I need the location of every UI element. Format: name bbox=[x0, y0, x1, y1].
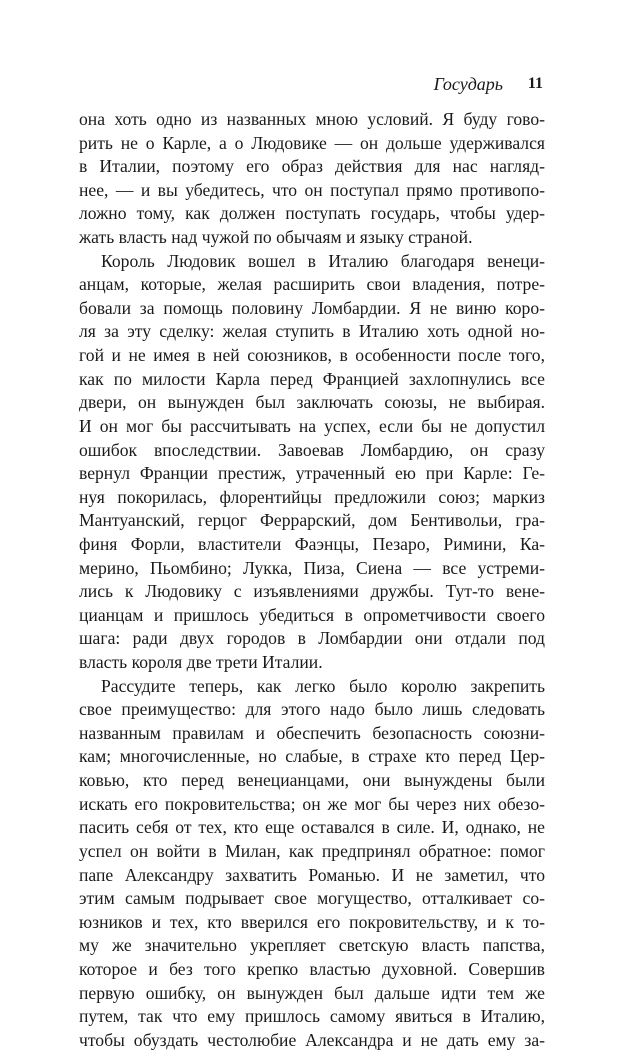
text-line: И он мог бы рассчитывать на успех, если бы не допустил bbox=[79, 415, 545, 436]
text-line: как по милости Карла перед Францией захлопнулись все bbox=[79, 368, 545, 389]
text-line: нуя покорилась, флорентийцы предложили союз; маркиз bbox=[79, 486, 545, 507]
text-line: этим самым подрывает свое могущество, отталкивает со- bbox=[79, 888, 545, 909]
page-header bbox=[80, 72, 543, 96]
running-title: Государь bbox=[433, 74, 503, 94]
text-line: цианцам и пришлось убедиться в опрометчивости своего bbox=[79, 604, 545, 625]
text-line: лись к Людовику с изъявлениями дружбы. Тут-то вене- bbox=[79, 581, 545, 602]
paragraph bbox=[79, 250, 545, 675]
text-line: бовали за помощь половину Ломбардии. Я не виню коро- bbox=[79, 297, 545, 318]
text-line: ошибок впоследствии. Завоевав Ломбардию, он сразу bbox=[79, 439, 545, 460]
text-line: которое и без того крепко властью духовной. Совершив bbox=[79, 958, 545, 979]
text-line: кам; многочисленные, но слабые, в страхе кто перед Цер- bbox=[79, 746, 545, 767]
text-line: ложно тому, как должен поступать государь, чтобы удер- bbox=[79, 203, 545, 224]
text-line: жать власть над чужой по обычаям и языку страной. bbox=[79, 227, 473, 248]
text-line: власть короля две трети Италии. bbox=[79, 652, 323, 673]
text-line: Король Людовик вошел в Италию благодаря венеци- bbox=[101, 250, 545, 271]
text-line: она хоть одно из названных мною условий. Я буду гово- bbox=[79, 109, 545, 129]
text-line: анцам, которые, желая расширить свои владения, потре- bbox=[79, 274, 545, 295]
text-line: ля за эту сделку: желая ступить в Италию хоть одной но- bbox=[79, 321, 545, 342]
text-line: искать его покровительства; он же мог бы через них обезо- bbox=[79, 793, 545, 814]
text-line: чтобы обуздать честолюбие Александра и не дать ему за- bbox=[79, 1029, 545, 1050]
text-line: пасить себя от тех, кто еще оставался в силе. И, однако, не bbox=[79, 817, 545, 838]
text-line: названным правилам и обеспечить безопасность союзни- bbox=[79, 722, 545, 743]
text-line: свое преимущество: для этого надо было лишь следовать bbox=[79, 699, 545, 720]
paragraph bbox=[79, 108, 545, 250]
text-line: Рассудите теперь, как легко было королю закрепить bbox=[101, 675, 545, 696]
text-line: юзников и тех, кто вверился его покровительству, и к то- bbox=[79, 911, 545, 932]
body-text bbox=[79, 108, 545, 1052]
text-line: гой и не имея в ней союзников, в особенности после того, bbox=[79, 345, 545, 366]
text-line: финя Форли, властители Фаэнцы, Пезаро, Римини, Ка- bbox=[79, 533, 545, 554]
text-line: в Италии, поэтому его образ действия для нас нагляд- bbox=[79, 156, 545, 177]
page-number: 11 bbox=[527, 75, 543, 92]
text-line: шага: ради двух городов в Ломбардии они отдали под bbox=[79, 628, 545, 649]
text-line: нее, — и вы убедитесь, что он поступал прямо противопо- bbox=[79, 179, 545, 200]
text-line: вернул Франции престиж, утраченный ею при Карле: Ге- bbox=[79, 463, 545, 484]
text-line: папе Александру захватить Романью. И не заметил, что bbox=[79, 864, 545, 885]
text-line: му же значительно укрепляет светскую власть папства, bbox=[79, 935, 545, 956]
text-line: ковью, кто перед венецианцами, они вынуждены были bbox=[79, 770, 545, 791]
text-line: путем, так что ему пришлось самому явиться в Италию, bbox=[79, 1006, 545, 1027]
text-line: двери, он вынужден был заключать союзы, не выбирая. bbox=[79, 392, 545, 413]
text-line: успел он войти в Милан, как предпринял обратное: помог bbox=[79, 840, 545, 861]
text-line: Мантуанский, герцог Феррарский, дом Бентивольи, гра- bbox=[79, 510, 545, 531]
text-line: первую ошибку, он вынужден был дальше идти тем же bbox=[79, 982, 545, 1003]
text-line: рить не о Карле, а о Людовике — он дольше удерживался bbox=[79, 132, 545, 153]
paragraph bbox=[79, 675, 545, 1052]
text-line: мерино, Пьомбино; Лукка, Пиза, Сиена — все устреми- bbox=[79, 557, 545, 578]
